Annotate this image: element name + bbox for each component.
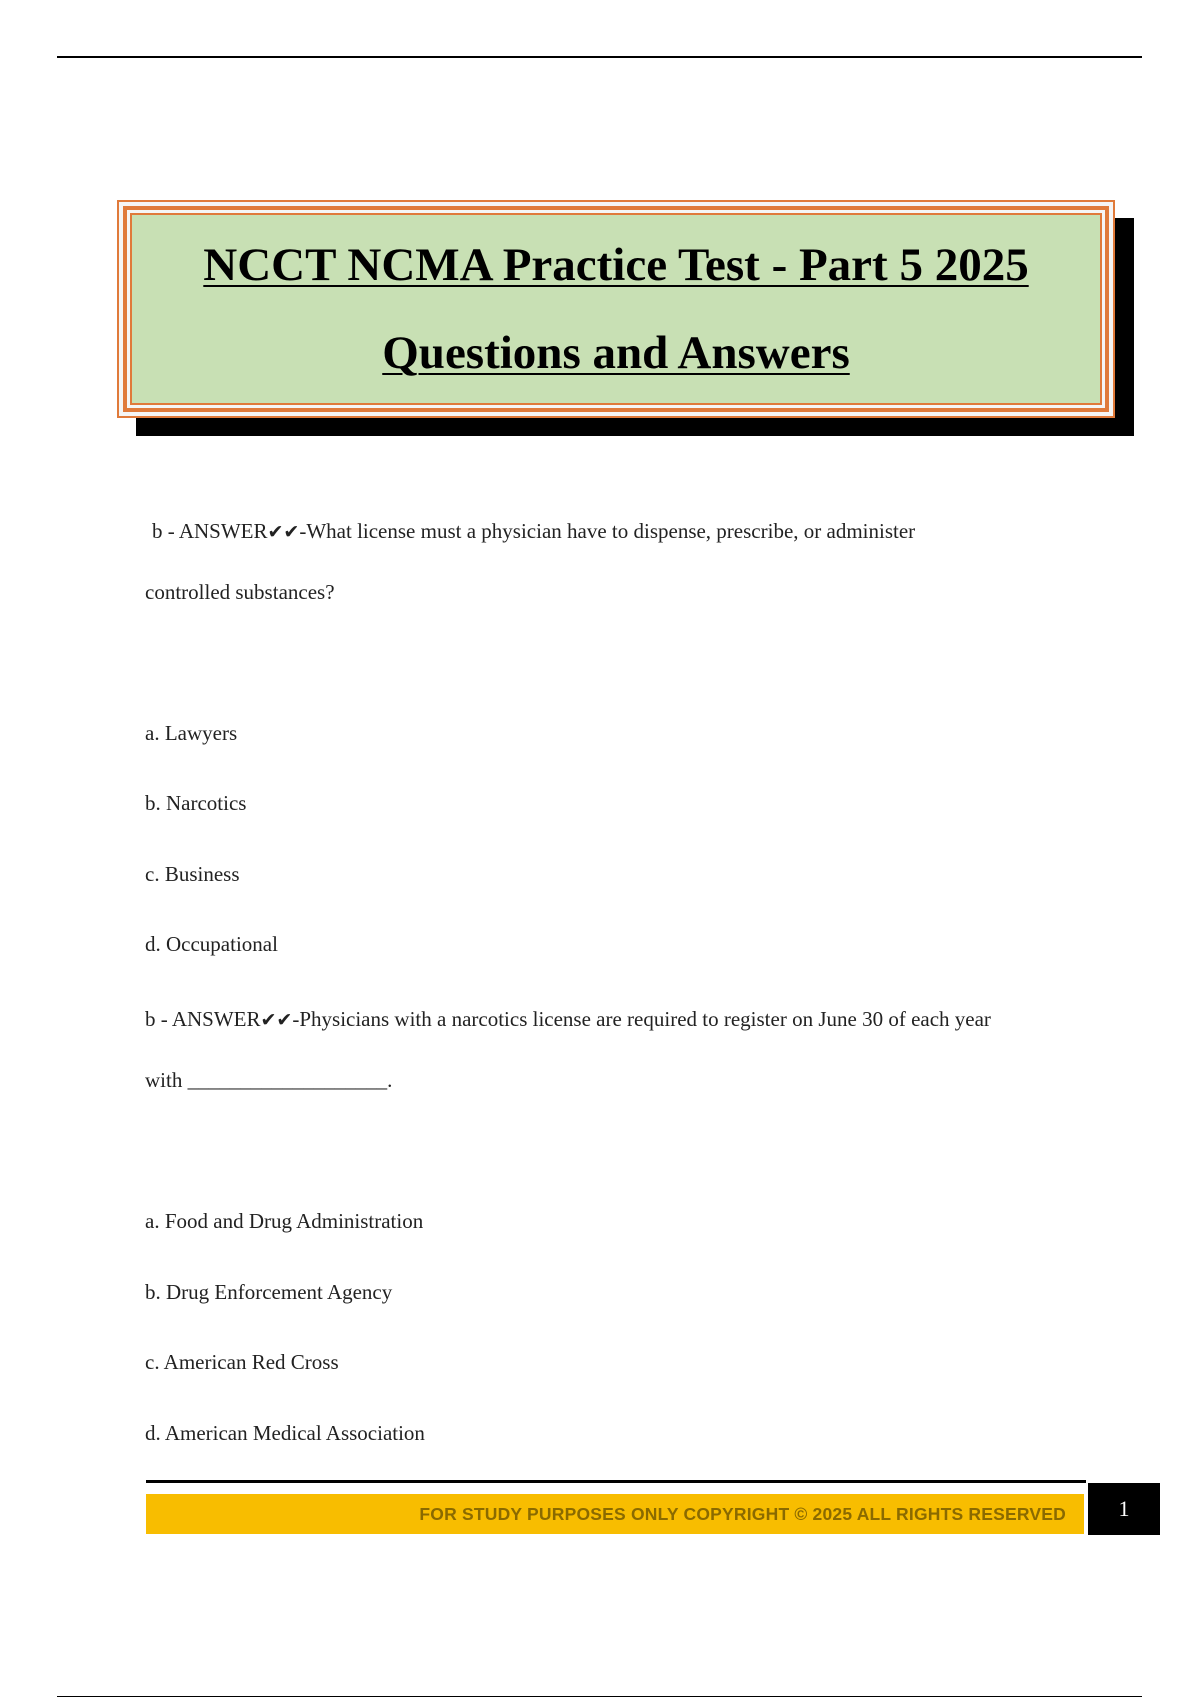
footer-bar [146, 1494, 1084, 1534]
top-rule [57, 56, 1142, 58]
title-box [117, 200, 1115, 418]
question-2-option-c: c. American Red Cross [145, 1350, 339, 1374]
question-1-option-c: c. Business [145, 862, 240, 886]
question-1-line-2: controlled substances? [145, 580, 335, 604]
question-1-option-b: b. Narcotics [145, 791, 247, 815]
copyright-notice: FOR STUDY PURPOSES ONLY COPYRIGHT © 2025 ALL RIGHTS RESERVED [419, 1503, 1066, 1524]
question-1-option-a: a. Lawyers [145, 721, 238, 745]
question-1-line-1: b - ANSWER✔✔-What license must a physician have to dispense, prescribe, or administer [152, 519, 916, 543]
question-2-line-1: b - ANSWER✔✔-Physicians with a narcotics license are required to register on June 30 of each year [145, 1007, 991, 1031]
question-2-line-2: with ___________________. [145, 1068, 393, 1092]
footer-rule [146, 1480, 1086, 1483]
document-subtitle: Questions and Answers [382, 327, 850, 379]
document-title: NCCT NCMA Practice Test - Part 5 2025 [203, 239, 1029, 291]
question-2-option-a: a. Food and Drug Administration [145, 1209, 424, 1233]
question-1-option-d: d. Occupational [145, 932, 278, 956]
question-2-option-b: b. Drug Enforcement Agency [145, 1280, 393, 1304]
bottom-rule [57, 1696, 1142, 1697]
question-2-option-d: d. American Medical Association [145, 1421, 425, 1445]
check-mark-icon: ✔✔ [267, 521, 300, 543]
page-number: 1 [1088, 1483, 1160, 1535]
check-mark-icon: ✔✔ [260, 1009, 293, 1031]
